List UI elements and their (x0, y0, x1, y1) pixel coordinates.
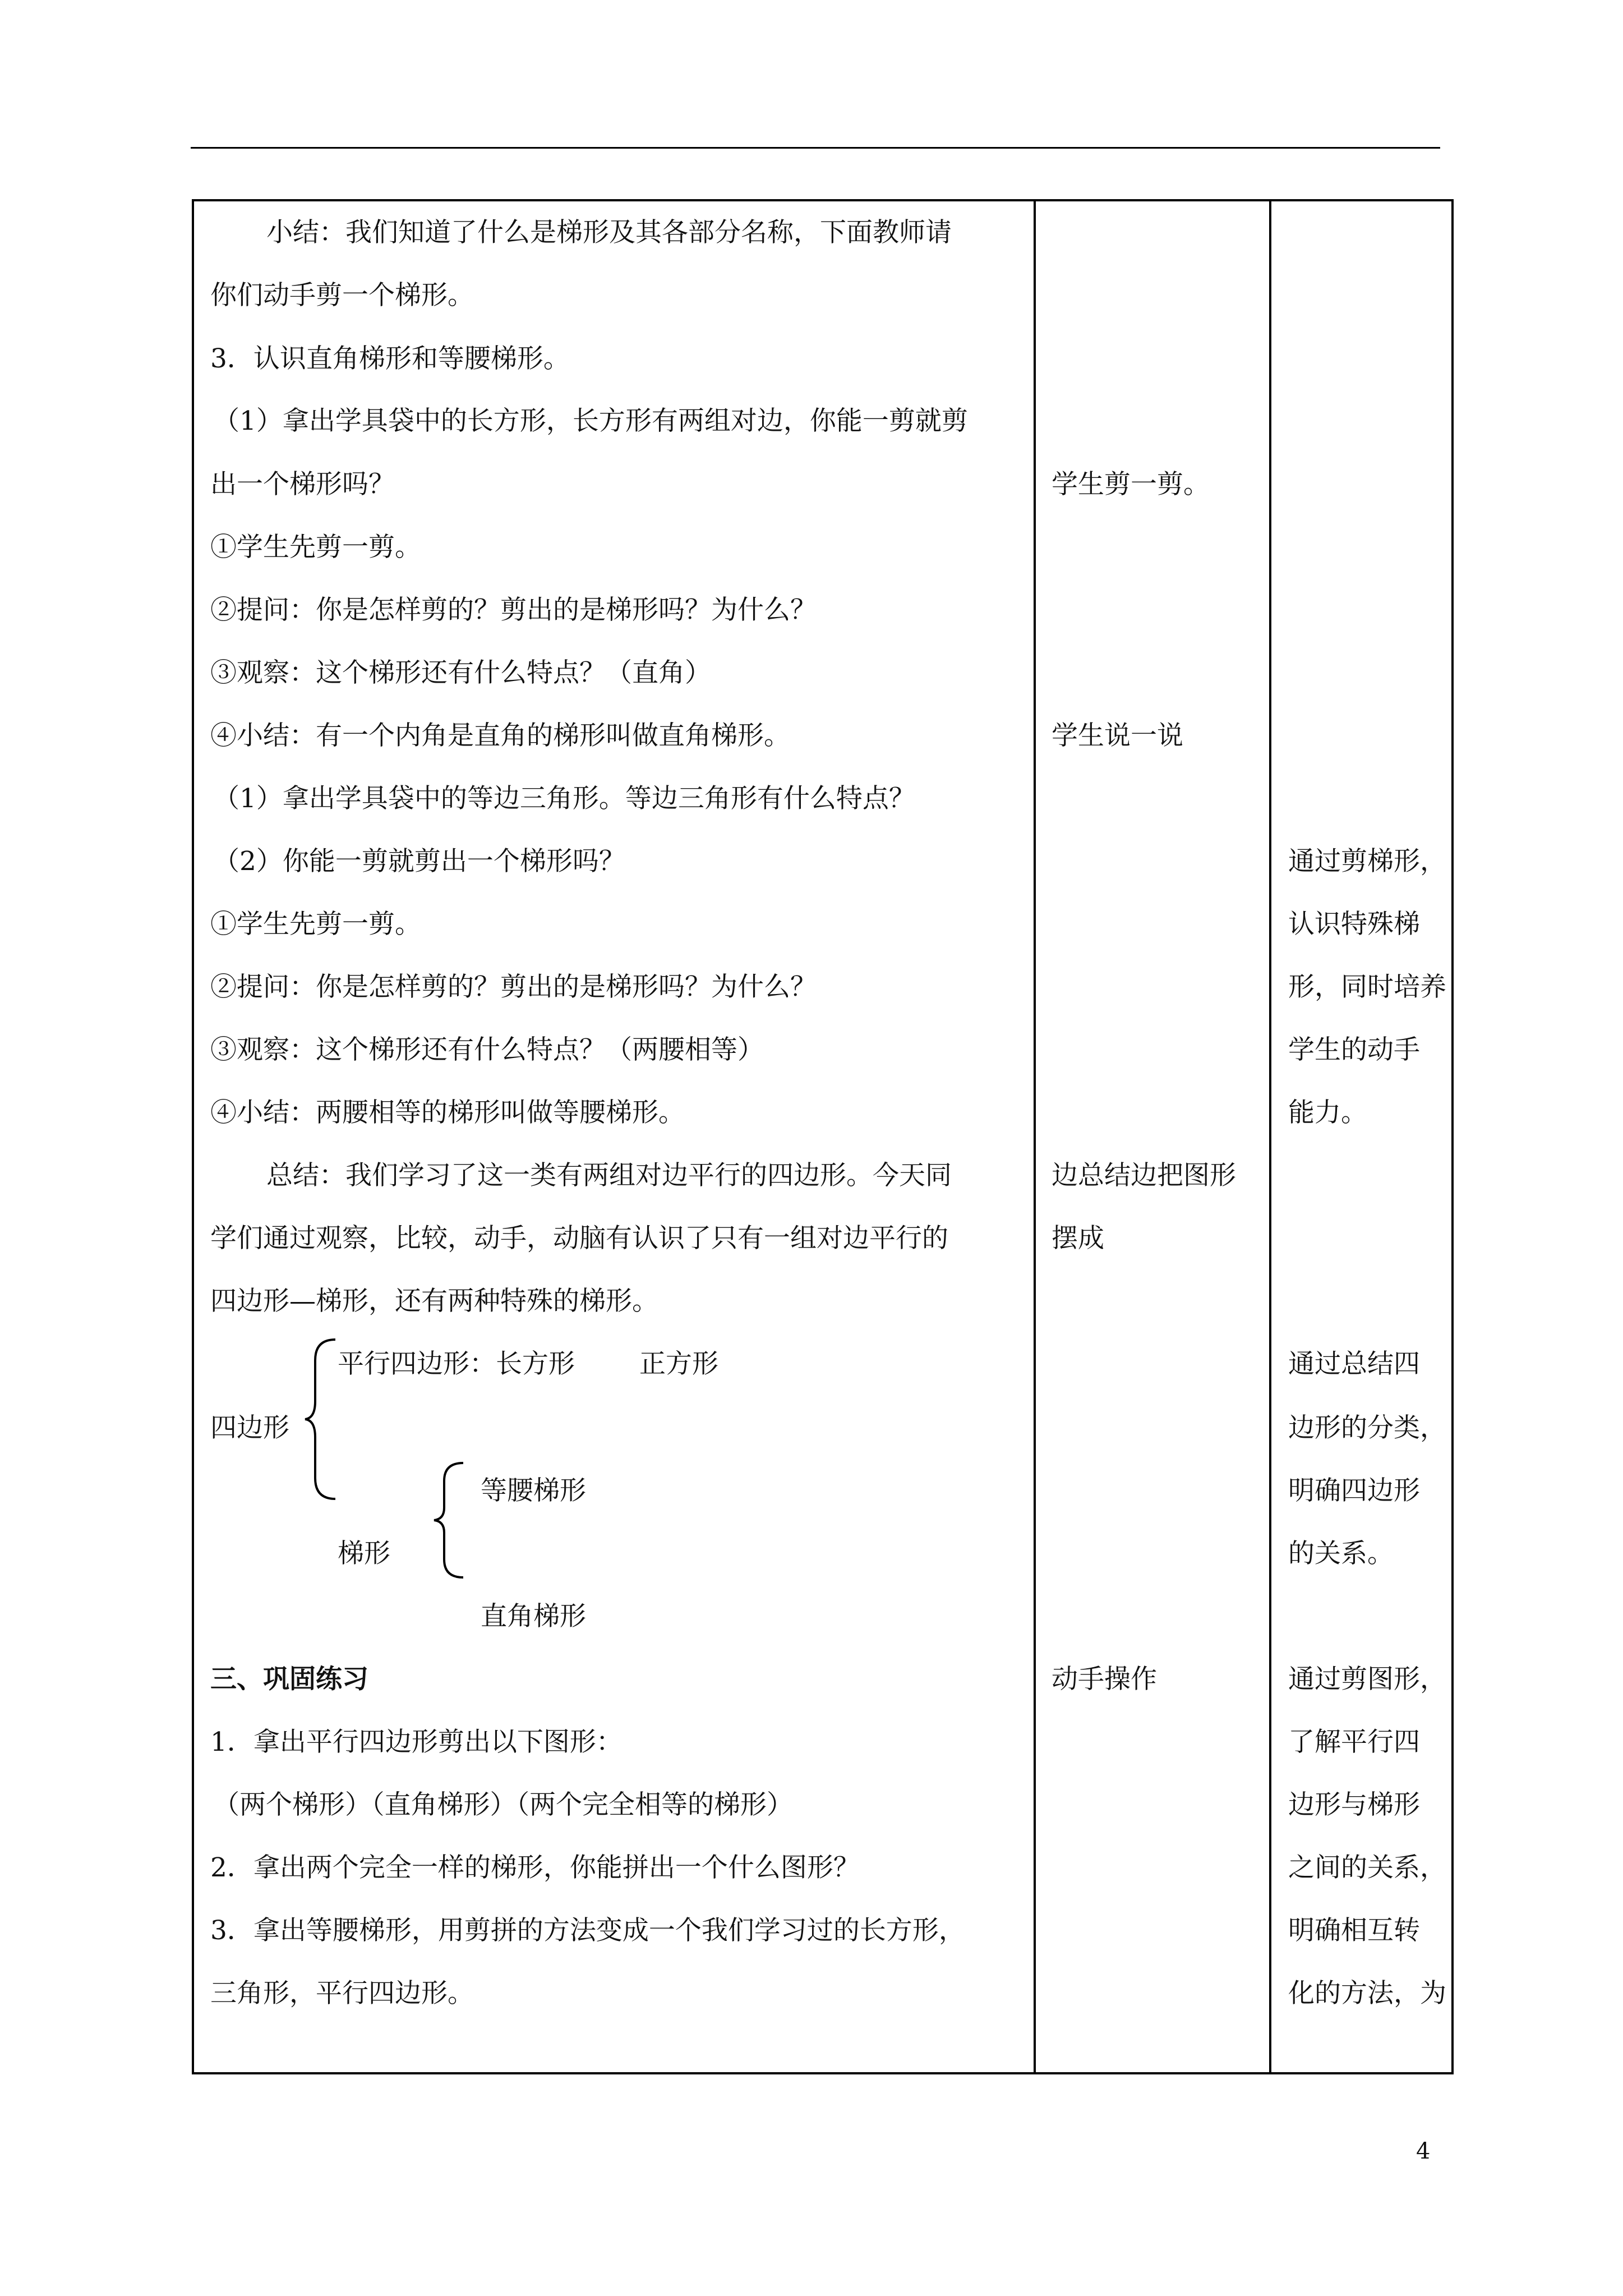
student-activity: 摆成 (1052, 1223, 1104, 1254)
text-line: 学们通过观察，比较，动手，动脑有认识了只有一组对边平行的 (210, 1223, 948, 1254)
student-activity: 动手操作 (1052, 1664, 1157, 1695)
student-activity: 边总结边把图形 (1052, 1160, 1236, 1191)
practice-item: 2．拿出两个完全一样的梯形，你能拼出一个什么图形？ (210, 1852, 860, 1883)
design-intent: 学生的动手 (1288, 1034, 1420, 1065)
student-activity: 学生说一说 (1052, 720, 1183, 751)
design-intent: 边形与梯形 (1288, 1789, 1420, 1820)
text-line: ①学生先剪一剪。 (210, 909, 421, 940)
diagram-parallelogram: 平行四边形：长方形 (338, 1349, 575, 1379)
text-line: 总结：我们学习了这一类有两组对边平行的四边形。今天同 (266, 1160, 952, 1191)
design-intent: 的关系。 (1288, 1538, 1394, 1569)
design-intent: 了解平行四 (1288, 1727, 1420, 1757)
design-intent: 能力。 (1288, 1097, 1367, 1128)
design-intent: 之间的关系， (1288, 1852, 1446, 1883)
student-activity: 学生剪一剪。 (1052, 469, 1210, 500)
text-line: 3．认识直角梯形和等腰梯形。 (210, 343, 570, 374)
diagram-trapezoid: 梯形 (338, 1538, 390, 1569)
design-intent: 通过剪梯形， (1288, 846, 1446, 877)
brace-main (303, 1335, 342, 1503)
text-line: ③观察：这个梯形还有什么特点？（两腰相等） (210, 1034, 764, 1065)
design-intent: 明确四边形 (1288, 1475, 1420, 1506)
diagram-root: 四边形 (210, 1412, 289, 1443)
text-line: ①学生先剪一剪。 (210, 532, 421, 563)
diagram-right: 直角梯形 (481, 1601, 586, 1632)
design-intent: 边形的分类， (1288, 1412, 1446, 1443)
practice-heading: 三、巩固练习 (210, 1664, 368, 1695)
practice-item: 三角形，平行四边形。 (210, 1978, 474, 2009)
practice-item: （两个梯形）（直角梯形）（两个完全相等的梯形） (213, 1789, 793, 1820)
text-line: （1）拿出学具袋中的长方形，长方形有两组对边，你能一剪就剪 (213, 406, 968, 436)
text-line: 出一个梯形吗？ (210, 469, 395, 500)
column-divider-2 (1269, 199, 1271, 2074)
text-line: 小结：我们知道了什么是梯形及其各部分名称，下面教师请 (266, 217, 952, 248)
column-divider-1 (1034, 199, 1036, 2074)
design-intent: 明确相互转 (1288, 1915, 1420, 1946)
text-line: （2）你能一剪就剪出一个梯形吗？ (213, 846, 625, 877)
diagram-isosceles: 等腰梯形 (481, 1475, 586, 1506)
text-line: 你们动手剪一个梯形。 (210, 280, 474, 311)
header-rule (191, 147, 1440, 149)
text-line: ②提问：你是怎样剪的？剪出的是梯形吗？为什么？ (210, 972, 817, 1002)
design-intent: 通过总结四 (1288, 1349, 1420, 1379)
text-line: ③观察：这个梯形还有什么特点？（直角） (210, 657, 711, 688)
text-line: （1）拿出学具袋中的等边三角形。等边三角形有什么特点？ (213, 783, 915, 814)
text-line: ④小结：两腰相等的梯形叫做等腰梯形。 (210, 1097, 685, 1128)
practice-item: 1．拿出平行四边形剪出以下图形： (210, 1727, 623, 1757)
text-line: ④小结：有一个内角是直角的梯形叫做直角梯形。 (210, 720, 790, 751)
brace-trapezoid (431, 1458, 470, 1582)
text-line: 四边形—梯形，还有两种特殊的梯形。 (210, 1286, 658, 1317)
design-intent: 形，同时培养 (1288, 972, 1446, 1002)
text-line: ②提问：你是怎样剪的？剪出的是梯形吗？为什么？ (210, 595, 817, 625)
page-number: 4 (1416, 2138, 1431, 2164)
design-intent: 化的方法，为 (1288, 1978, 1446, 2009)
design-intent: 认识特殊梯 (1288, 909, 1420, 940)
design-intent: 通过剪图形， (1288, 1664, 1446, 1695)
diagram-square: 正方形 (639, 1349, 718, 1379)
practice-item: 3．拿出等腰梯形，用剪拼的方法变成一个我们学习过的长方形， (210, 1915, 965, 1946)
